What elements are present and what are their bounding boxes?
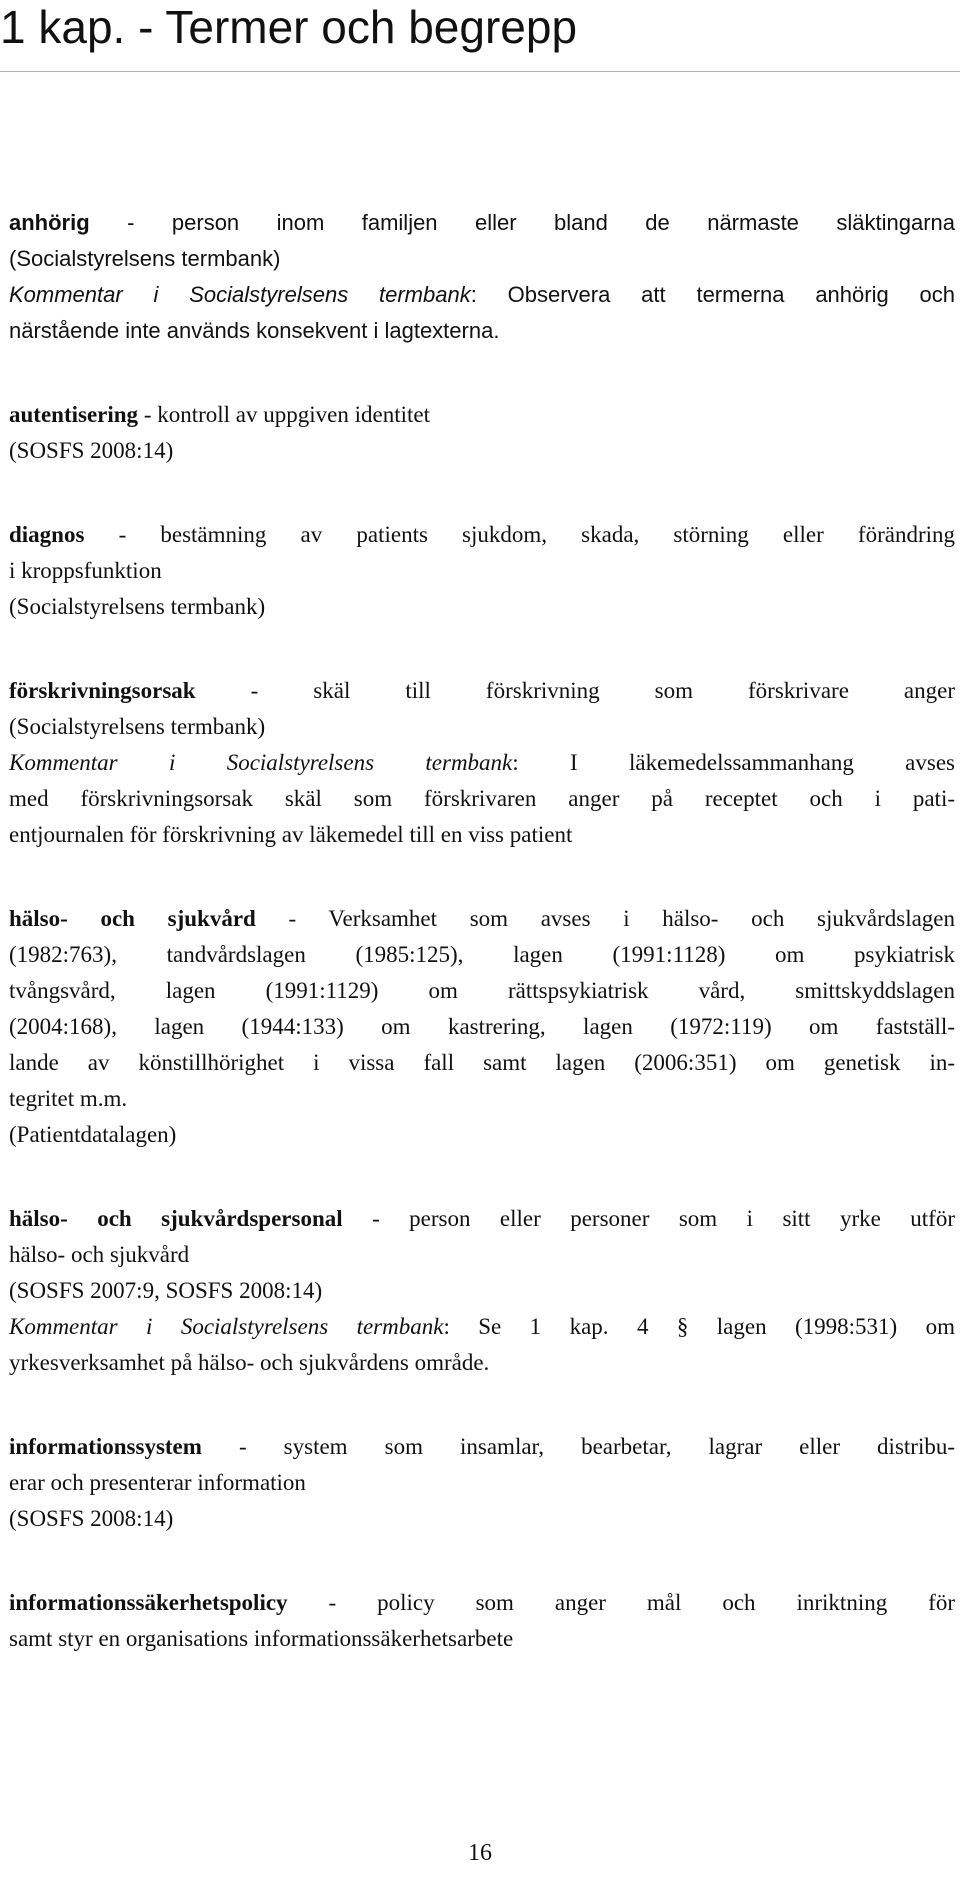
term: informationssystem bbox=[9, 1434, 202, 1459]
definition: - Verksamhet som avses i hälso- och sjukvårdslagen bbox=[255, 906, 955, 931]
entry-anhorig bbox=[9, 205, 955, 349]
term: hälso- och sjukvård bbox=[9, 906, 256, 931]
source: (SOSFS 2008:14) bbox=[9, 438, 174, 463]
source: (Socialstyrelsens termbank) bbox=[9, 594, 266, 619]
definition-continuation: hälso- och sjukvård bbox=[9, 1242, 190, 1267]
definition: - skäl till förskrivning som förskrivare anger bbox=[195, 678, 955, 703]
entry-informationssakerhetspolicy bbox=[9, 1585, 955, 1657]
page-title: 1 kap. - Termer och begrepp bbox=[0, 1, 578, 53]
term-list bbox=[9, 205, 955, 1705]
term: informationssäkerhetspolicy bbox=[9, 1590, 288, 1615]
term: autentisering bbox=[9, 402, 139, 427]
comment-continuation: entjournalen för förskrivning av läkemedel till en viss patient bbox=[9, 822, 573, 847]
definition-continuation: samt styr en organisations informationssäkerhetsarbete bbox=[9, 1626, 514, 1651]
source: (Socialstyrelsens termbank) bbox=[9, 246, 281, 271]
definition-line bbox=[9, 205, 955, 241]
comment: : I läkemedelssammanhang avses bbox=[512, 750, 955, 775]
comment-line bbox=[9, 745, 955, 781]
definition-line bbox=[9, 1585, 955, 1621]
definition: - system som insamlar, bearbetar, lagrar eller distribu- bbox=[201, 1434, 955, 1459]
term: diagnos bbox=[9, 522, 85, 547]
entry-autentisering bbox=[9, 397, 955, 469]
definition-continuation: tegritet m.m. bbox=[9, 1086, 128, 1111]
definition-line bbox=[9, 673, 955, 709]
comment-label: Kommentar i Socialstyrelsens termbank bbox=[9, 1314, 444, 1339]
source: (SOSFS 2007:9, SOSFS 2008:14) bbox=[9, 1278, 323, 1303]
term: förskrivningsorsak bbox=[9, 678, 196, 703]
definition-line bbox=[9, 901, 955, 937]
source: (SOSFS 2008:14) bbox=[9, 1506, 174, 1531]
definition-line bbox=[9, 397, 955, 433]
comment-label: Kommentar i Socialstyrelsens termbank bbox=[9, 750, 513, 775]
definition: - kontroll av uppgiven identitet bbox=[138, 402, 430, 427]
definition-continuation: i kroppsfunktion bbox=[9, 558, 162, 583]
entry-diagnos bbox=[9, 517, 955, 625]
term: hälso- och sjukvårdspersonal bbox=[9, 1206, 343, 1231]
definition: - bestämning av patients sjukdom, skada, störning eller förändring bbox=[84, 522, 955, 547]
definition-line bbox=[9, 517, 955, 553]
entry-halso-och-sjukvardspersonal bbox=[9, 1201, 955, 1381]
entry-halso-och-sjukvard bbox=[9, 901, 955, 1153]
title-divider bbox=[0, 71, 960, 72]
term: anhörig bbox=[9, 210, 90, 235]
source: (Socialstyrelsens termbank) bbox=[9, 714, 266, 739]
comment-continuation: yrkesverksamhet på hälso- och sjukvårdens område. bbox=[9, 1350, 490, 1375]
comment-label: Kommentar i Socialstyrelsens termbank bbox=[9, 282, 471, 307]
comment-continuation: med förskrivningsorsak skäl som förskrivaren anger på receptet och i pati- bbox=[9, 786, 955, 811]
definition-continuation: tvångsvård, lagen (1991:1129) om rättspsykiatrisk vård, smittskyddslagen bbox=[9, 978, 955, 1003]
page-number: 16 bbox=[468, 1840, 492, 1866]
comment: : Observera att termerna anhörig och bbox=[470, 282, 955, 307]
definition-continuation: erar och presenterar information bbox=[9, 1470, 306, 1495]
definition: - policy som anger mål och inriktning för bbox=[287, 1590, 955, 1615]
definition-line bbox=[9, 1201, 955, 1237]
definition-continuation: (2004:168), lagen (1944:133) om kastrering, lagen (1972:119) om fastställ- bbox=[9, 1014, 955, 1039]
source: (Patientdatalagen) bbox=[9, 1122, 177, 1147]
entry-forskrivningsorsak bbox=[9, 673, 955, 853]
definition-continuation: (1982:763), tandvårdslagen (1985:125), lagen (1991:1128) om psykiatrisk bbox=[9, 942, 955, 967]
comment: : Se 1 kap. 4 § lagen (1998:531) om bbox=[443, 1314, 955, 1339]
definition: - person eller personer som i sitt yrke utför bbox=[342, 1206, 956, 1231]
definition-continuation: lande av könstillhörighet i vissa fall samt lagen (2006:351) om genetisk in- bbox=[9, 1050, 955, 1075]
definition: - person inom familjen eller bland de närmaste släktingarna bbox=[89, 210, 955, 235]
entry-informationssystem bbox=[9, 1429, 955, 1537]
definition-line bbox=[9, 1429, 955, 1465]
comment-line bbox=[9, 277, 955, 313]
comment-continuation: närstående inte används konsekvent i lagtexterna. bbox=[9, 318, 500, 343]
comment-line bbox=[9, 1309, 955, 1345]
